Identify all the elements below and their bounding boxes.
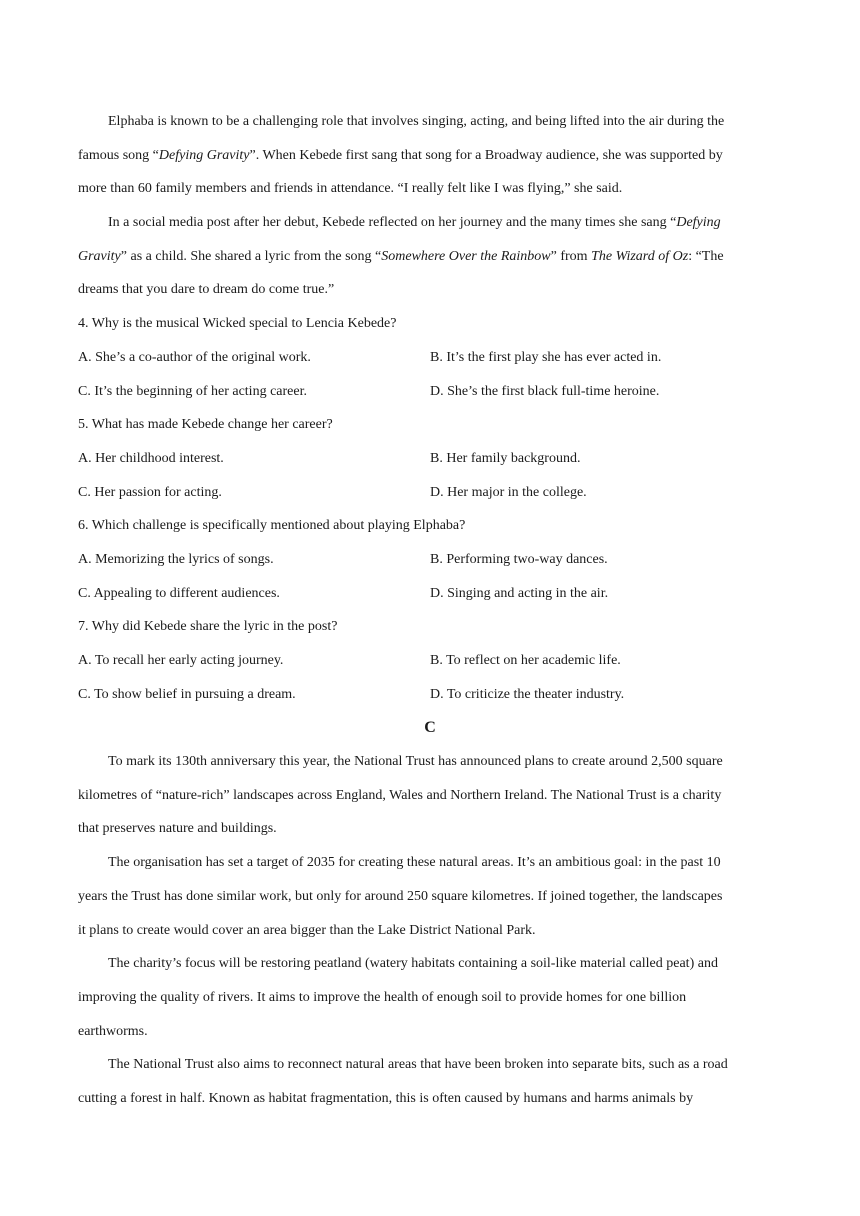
option-row bbox=[78, 341, 782, 375]
option-d: D. Singing and acting in the air. bbox=[430, 585, 609, 601]
paragraph-line: The charity’s focus will be restoring peatland (watery habitats containing a soil-like material called peat) and bbox=[108, 956, 718, 972]
paragraph-line bbox=[78, 139, 782, 173]
option-row bbox=[78, 678, 782, 712]
option-d: D. Her major in the college. bbox=[430, 484, 587, 500]
option-row bbox=[78, 577, 782, 611]
text-run: famous song “ bbox=[78, 147, 159, 163]
song-title: Somewhere Over the Rainbow bbox=[381, 248, 551, 264]
paragraph-line: dreams that you dare to dream do come true.” bbox=[78, 282, 335, 298]
song-title: Defying bbox=[676, 215, 721, 231]
document-page bbox=[78, 105, 782, 1116]
option-row bbox=[78, 442, 782, 476]
option-b: B. Her family background. bbox=[430, 450, 581, 466]
text-run: In a social media post after her debut, Kebede reflected on her journey and the many times she sang “ bbox=[108, 215, 677, 231]
paragraph-line bbox=[78, 206, 782, 240]
option-row bbox=[78, 476, 782, 510]
option-row bbox=[78, 375, 782, 409]
paragraph-line: The organisation has set a target of 2035 for creating these natural areas. It’s an ambitious goal: in the past 10 bbox=[108, 855, 721, 871]
option-c: C. Appealing to different audiences. bbox=[78, 585, 280, 601]
paragraph-line: improving the quality of rivers. It aims to improve the health of enough soil to provide homes for one billion bbox=[78, 989, 687, 1005]
option-a: A. To recall her early acting journey. bbox=[78, 653, 284, 668]
text-run: ”. When Kebede first sang that song for a Broadway audience, she was supported by bbox=[249, 147, 723, 163]
text-run: ” as a child. She shared a lyric from the song “ bbox=[120, 248, 382, 264]
option-row bbox=[78, 644, 782, 678]
paragraph-line: earthworms. bbox=[78, 1023, 148, 1039]
question-stem: 5. What has made Kebede change her career? bbox=[78, 417, 333, 433]
paragraph-line: more than 60 family members and friends in attendance. “I really felt like I was flying,” she said. bbox=[78, 181, 623, 197]
option-d: D. She’s the first black full-time heroine. bbox=[430, 383, 660, 399]
option-a: A. Memorizing the lyrics of songs. bbox=[78, 551, 274, 567]
option-a: A. Her childhood interest. bbox=[78, 450, 224, 466]
option-a: A. She’s a co-author of the original work. bbox=[78, 349, 311, 365]
paragraph-line: years the Trust has done similar work, but only for around 250 square kilometres. If joined together, the landscapes bbox=[78, 888, 723, 904]
option-c: C. To show belief in pursuing a dream. bbox=[78, 686, 296, 702]
question-stem: 4. Why is the musical Wicked special to Lencia Kebede? bbox=[78, 316, 397, 332]
option-b: B. Performing two-way dances. bbox=[430, 551, 608, 567]
paragraph-line: it plans to create would cover an area bigger than the Lake District National Park. bbox=[78, 922, 536, 938]
song-title: Defying Gravity bbox=[158, 147, 250, 163]
paragraph-line: To mark its 130th anniversary this year, the National Trust has announced plans to create around 2,500 square bbox=[108, 754, 723, 770]
paragraph-line bbox=[78, 240, 782, 274]
paragraph-line: The National Trust also aims to reconnect natural areas that have been broken into separate bits, such as a road bbox=[108, 1057, 728, 1073]
option-d: D. To criticize the theater industry. bbox=[430, 686, 625, 702]
option-c: C. It’s the beginning of her acting career. bbox=[78, 383, 307, 399]
option-row bbox=[78, 543, 782, 577]
option-b: B. To reflect on her academic life. bbox=[430, 653, 621, 668]
paragraph-line: cutting a forest in half. Known as habitat fragmentation, this is often caused by humans and harms animals by bbox=[78, 1090, 694, 1106]
section-heading: C bbox=[424, 719, 436, 737]
text-run: ” from bbox=[550, 248, 592, 264]
film-title: The Wizard of Oz bbox=[591, 248, 689, 264]
paragraph-line: Elphaba is known to be a challenging role that involves singing, acting, and being lifted into the air during the bbox=[108, 114, 725, 129]
paragraph-line: that preserves nature and buildings. bbox=[78, 821, 277, 837]
song-title: Gravity bbox=[78, 248, 121, 264]
paragraph-line: kilometres of “nature-rich” landscapes across England, Wales and Northern Ireland. The National Trust is a charity bbox=[78, 787, 722, 803]
text-run: : “The bbox=[688, 248, 724, 264]
option-c: C. Her passion for acting. bbox=[78, 484, 222, 500]
option-b: B. It’s the first play she has ever acted in. bbox=[430, 349, 662, 365]
question-stem: 6. Which challenge is specifically mentioned about playing Elphaba? bbox=[78, 518, 466, 534]
question-stem: 7. Why did Kebede share the lyric in the post? bbox=[78, 619, 338, 635]
